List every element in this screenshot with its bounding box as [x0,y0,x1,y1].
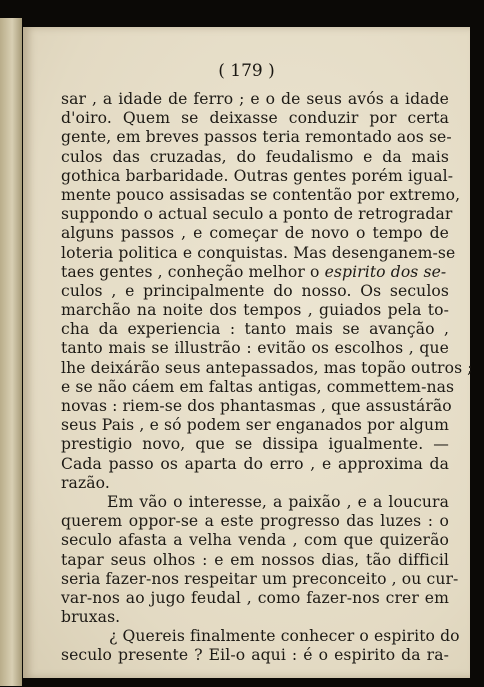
text-line: seculo afasta a velha venda , com que quizerão [61,531,449,550]
italic-phrase: espirito dos se- [324,262,447,281]
text-line: marchão na noite dos tempos , guiados pela to- [61,301,449,320]
text-line: suppondo o actual seculo a ponto de retrogradar [61,205,453,224]
text-segment: taes gentes , conheção melhor o [61,262,325,281]
text-line: mente pouco assisadas se contentão por extremo, [61,185,461,204]
text-line: Cada passo os aparta do erro , e approxima da [61,454,449,473]
text-segment: culos , e principalmente do nosso. Os seculos [61,281,449,300]
text-line: prestigio novo, que se dissipa igualmente. — [61,435,449,454]
text-line: e se não cáem em faltas antigas, commettem-nas [61,377,455,396]
text-line [61,282,449,301]
paragraph-start-line: ¿ Quereis finalmente conhecer o espirito do [109,627,460,646]
text-line: tapar seus olhos : e em nossos dias, tão difficil [61,550,449,569]
text-line: sar , a idade de ferro ; e o de seus avós a idade [61,90,449,108]
text-line: lhe deixárão seus antepassados, mas topão outros ; [61,358,473,377]
text-line-mixed [61,263,449,282]
facing-page-edge [0,18,22,686]
text-line: seculo presente ? Eil-o aqui : é o espirito da ra- [61,646,449,665]
page-number: ( 179 ) [218,61,275,81]
text-line: cha da experiencia : tanto mais se avanção , [61,320,449,339]
text-line: seus Pais , e só podem ser enganados por algum [61,416,449,435]
text-line: gothica barbaridade. Outras gentes porém igual- [61,166,454,185]
page-text [61,90,473,666]
text-line: seria fazer-nos respeitar um preconceito , ou cur- [61,569,459,588]
text-line: alguns passos , e começar de novo o tempo de [61,224,449,243]
text-line: gente, em breves passos teria remontado aos se- [61,128,452,147]
text-line: var-nos ao jugo feudal , como fazer-nos crer em [61,588,449,607]
text-line: bruxas. [61,608,121,627]
book-page [23,27,473,678]
text-line: d'oiro. Quem se deixasse conduzir por certa [61,109,449,128]
text-line: tanto mais se illustrão : evitão os escolhos , que [61,339,449,358]
text-line: loteria politica e conquistas. Mas desenganem-se [61,243,456,262]
text-line: razão. [61,473,110,492]
paragraph-start-line: Em vão o interesse, a paixão , e a loucura [107,492,449,511]
text-line: culos das cruzadas, do feudalismo e da mais [61,147,449,166]
text-line: querem oppor-se a este progresso das luzes : o [61,512,449,531]
text-line: novas : riem-se dos phantasmas , que assustárão [61,397,452,415]
